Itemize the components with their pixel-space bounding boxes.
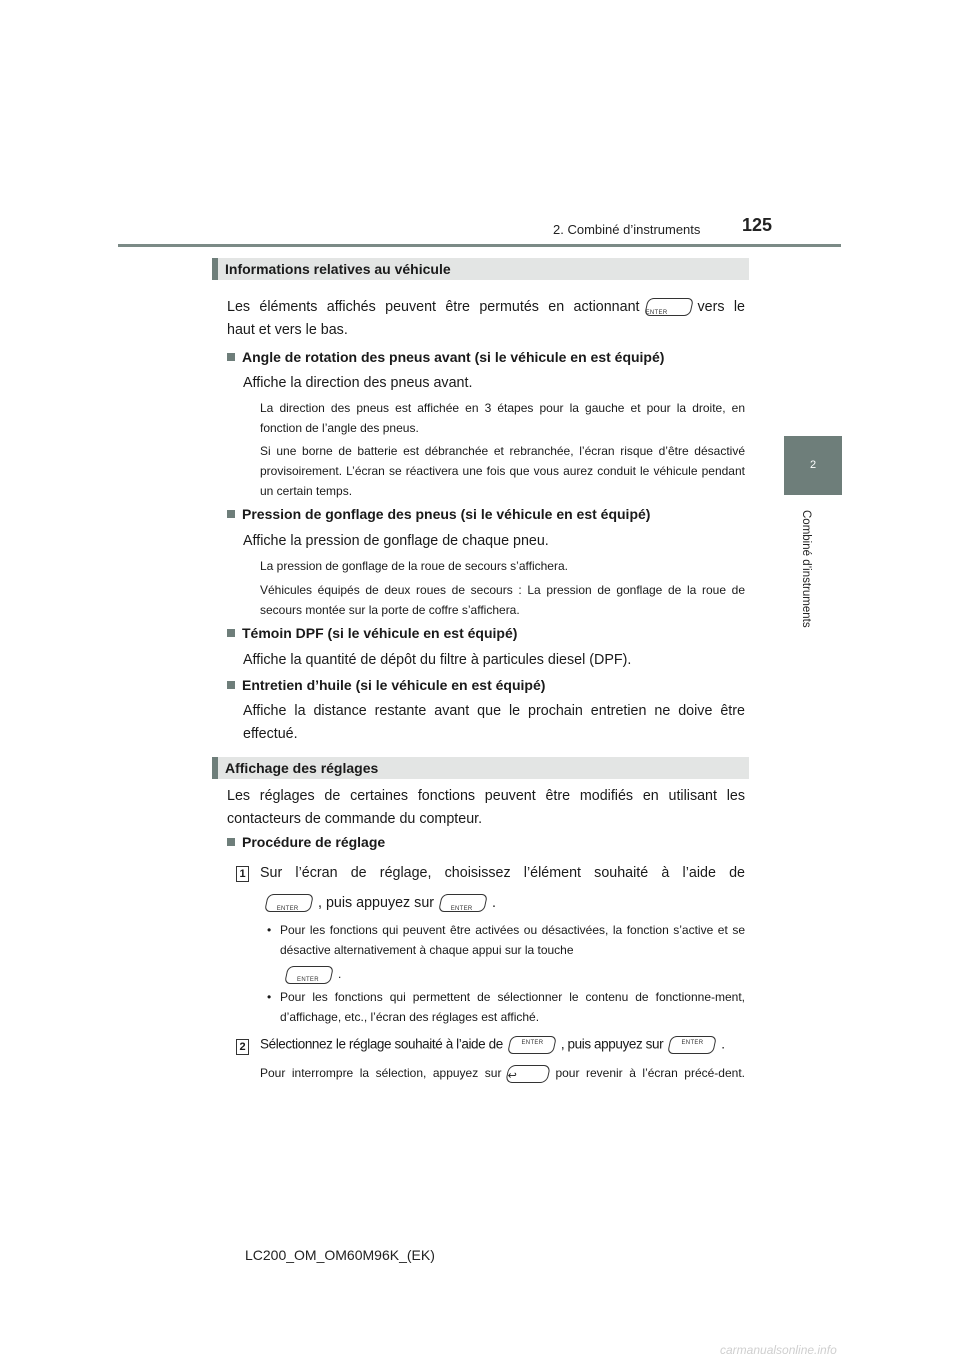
section1-intro: Les éléments affichés peuvent être permutés en actionnant ENTER vers le haut et vers le bas.: [227, 299, 746, 338]
item-note: La pression de gonflage de la roue de secours s’affichera.: [260, 559, 568, 573]
enter-button-icon: ENTER: [438, 894, 488, 912]
section-title: Affichage des réglages: [225, 760, 379, 776]
square-bullet-icon: [227, 838, 235, 846]
item-desc: Affiche la pression de gonflage de chaque pneu.: [243, 533, 549, 549]
square-bullet-icon: [227, 629, 235, 637]
header-rule: [118, 244, 841, 247]
item-note: Si une borne de batterie est débranchée et rebranchée, l’écran risque d’être désactivé provisoirement. L’écran se réactivera une fois que vous aurez conduit le véhicule pendant un certain temps.: [260, 444, 745, 498]
step-number: 2: [236, 1039, 249, 1055]
step1-bullet: • Pour les fonctions qui permettent de sélectionner le contenu de fonctionne-ment, d’affichage, etc., l’écran des réglages est affiché.: [267, 990, 745, 1024]
item-heading: Entretien d’huile (si le véhicule en est équipé): [227, 677, 545, 693]
item-heading: Témoin DPF (si le véhicule en est équipé): [227, 625, 517, 641]
section-title: Informations relatives au véhicule: [225, 261, 451, 277]
watermark: carmanualsonline.info: [720, 1343, 837, 1357]
item-heading: Angle de rotation des pneus avant (si le véhicule en est équipé): [227, 349, 664, 365]
enter-button-icon: ENTER: [284, 966, 334, 984]
square-bullet-icon: [227, 510, 235, 518]
document-code: LC200_OM_OM60M96K_(EK): [245, 1247, 435, 1263]
procedure-heading: Procédure de réglage: [227, 834, 385, 850]
item-note: La direction des pneus est affichée en 3 étapes pour la gauche et pour la droite, en fonction de l’angle des pneus.: [260, 401, 745, 435]
enter-button-icon: ENTER: [667, 1036, 717, 1054]
enter-button-icon: ENTER: [507, 1036, 557, 1054]
step2-note: Pour interrompre la sélection, appuyez sur ↩ pour revenir à l’écran précé-dent.: [260, 1066, 745, 1082]
step2-text: Sélectionnez le réglage souhaité à l’aide de ENTER , puis appuyez sur ENTER .: [260, 1036, 750, 1054]
item-heading: Pression de gonflage des pneus (si le véhicule en est équipé): [227, 506, 650, 522]
step1-bullet: • Pour les fonctions qui peuvent être activées ou désactivées, la fonction s’active et se désactive alternativement à chaque appui sur la touche ENTER .: [267, 923, 745, 983]
enter-button-icon: ENTER: [264, 894, 314, 912]
item-desc: Affiche la distance restante avant que le prochain entretien ne doive être effectué.: [243, 703, 745, 742]
section2-intro: Les réglages de certaines fonctions peuvent être modifiés en utilisant les contacteurs de commande du compteur.: [227, 788, 745, 827]
chapter-title: 2. Combiné d’instruments: [553, 222, 701, 237]
section-header-vehicle-info: [212, 258, 749, 280]
square-bullet-icon: [227, 353, 235, 361]
item-desc: Affiche la quantité de dépôt du filtre à particules diesel (DPF).: [243, 652, 632, 668]
step-number: 1: [236, 866, 249, 882]
section-header-settings: [212, 757, 749, 779]
page-number: 125: [742, 215, 773, 235]
item-desc: Affiche la direction des pneus avant.: [243, 375, 473, 391]
enter-button-icon: ENTER: [644, 298, 694, 316]
back-button-icon: ↩: [506, 1065, 552, 1083]
chapter-tab: 2: [784, 436, 842, 495]
step1-text: Sur l’écran de réglage, choisissez l’élément souhaité à l’aide de ENTER , puis appuyez sur ENTER .: [260, 865, 745, 913]
item-note: Véhicules équipés de deux roues de secours : La pression de gonflage de la roue de secours montée sur la porte de coffre s’affichera.: [260, 583, 745, 617]
square-bullet-icon: [227, 681, 235, 689]
